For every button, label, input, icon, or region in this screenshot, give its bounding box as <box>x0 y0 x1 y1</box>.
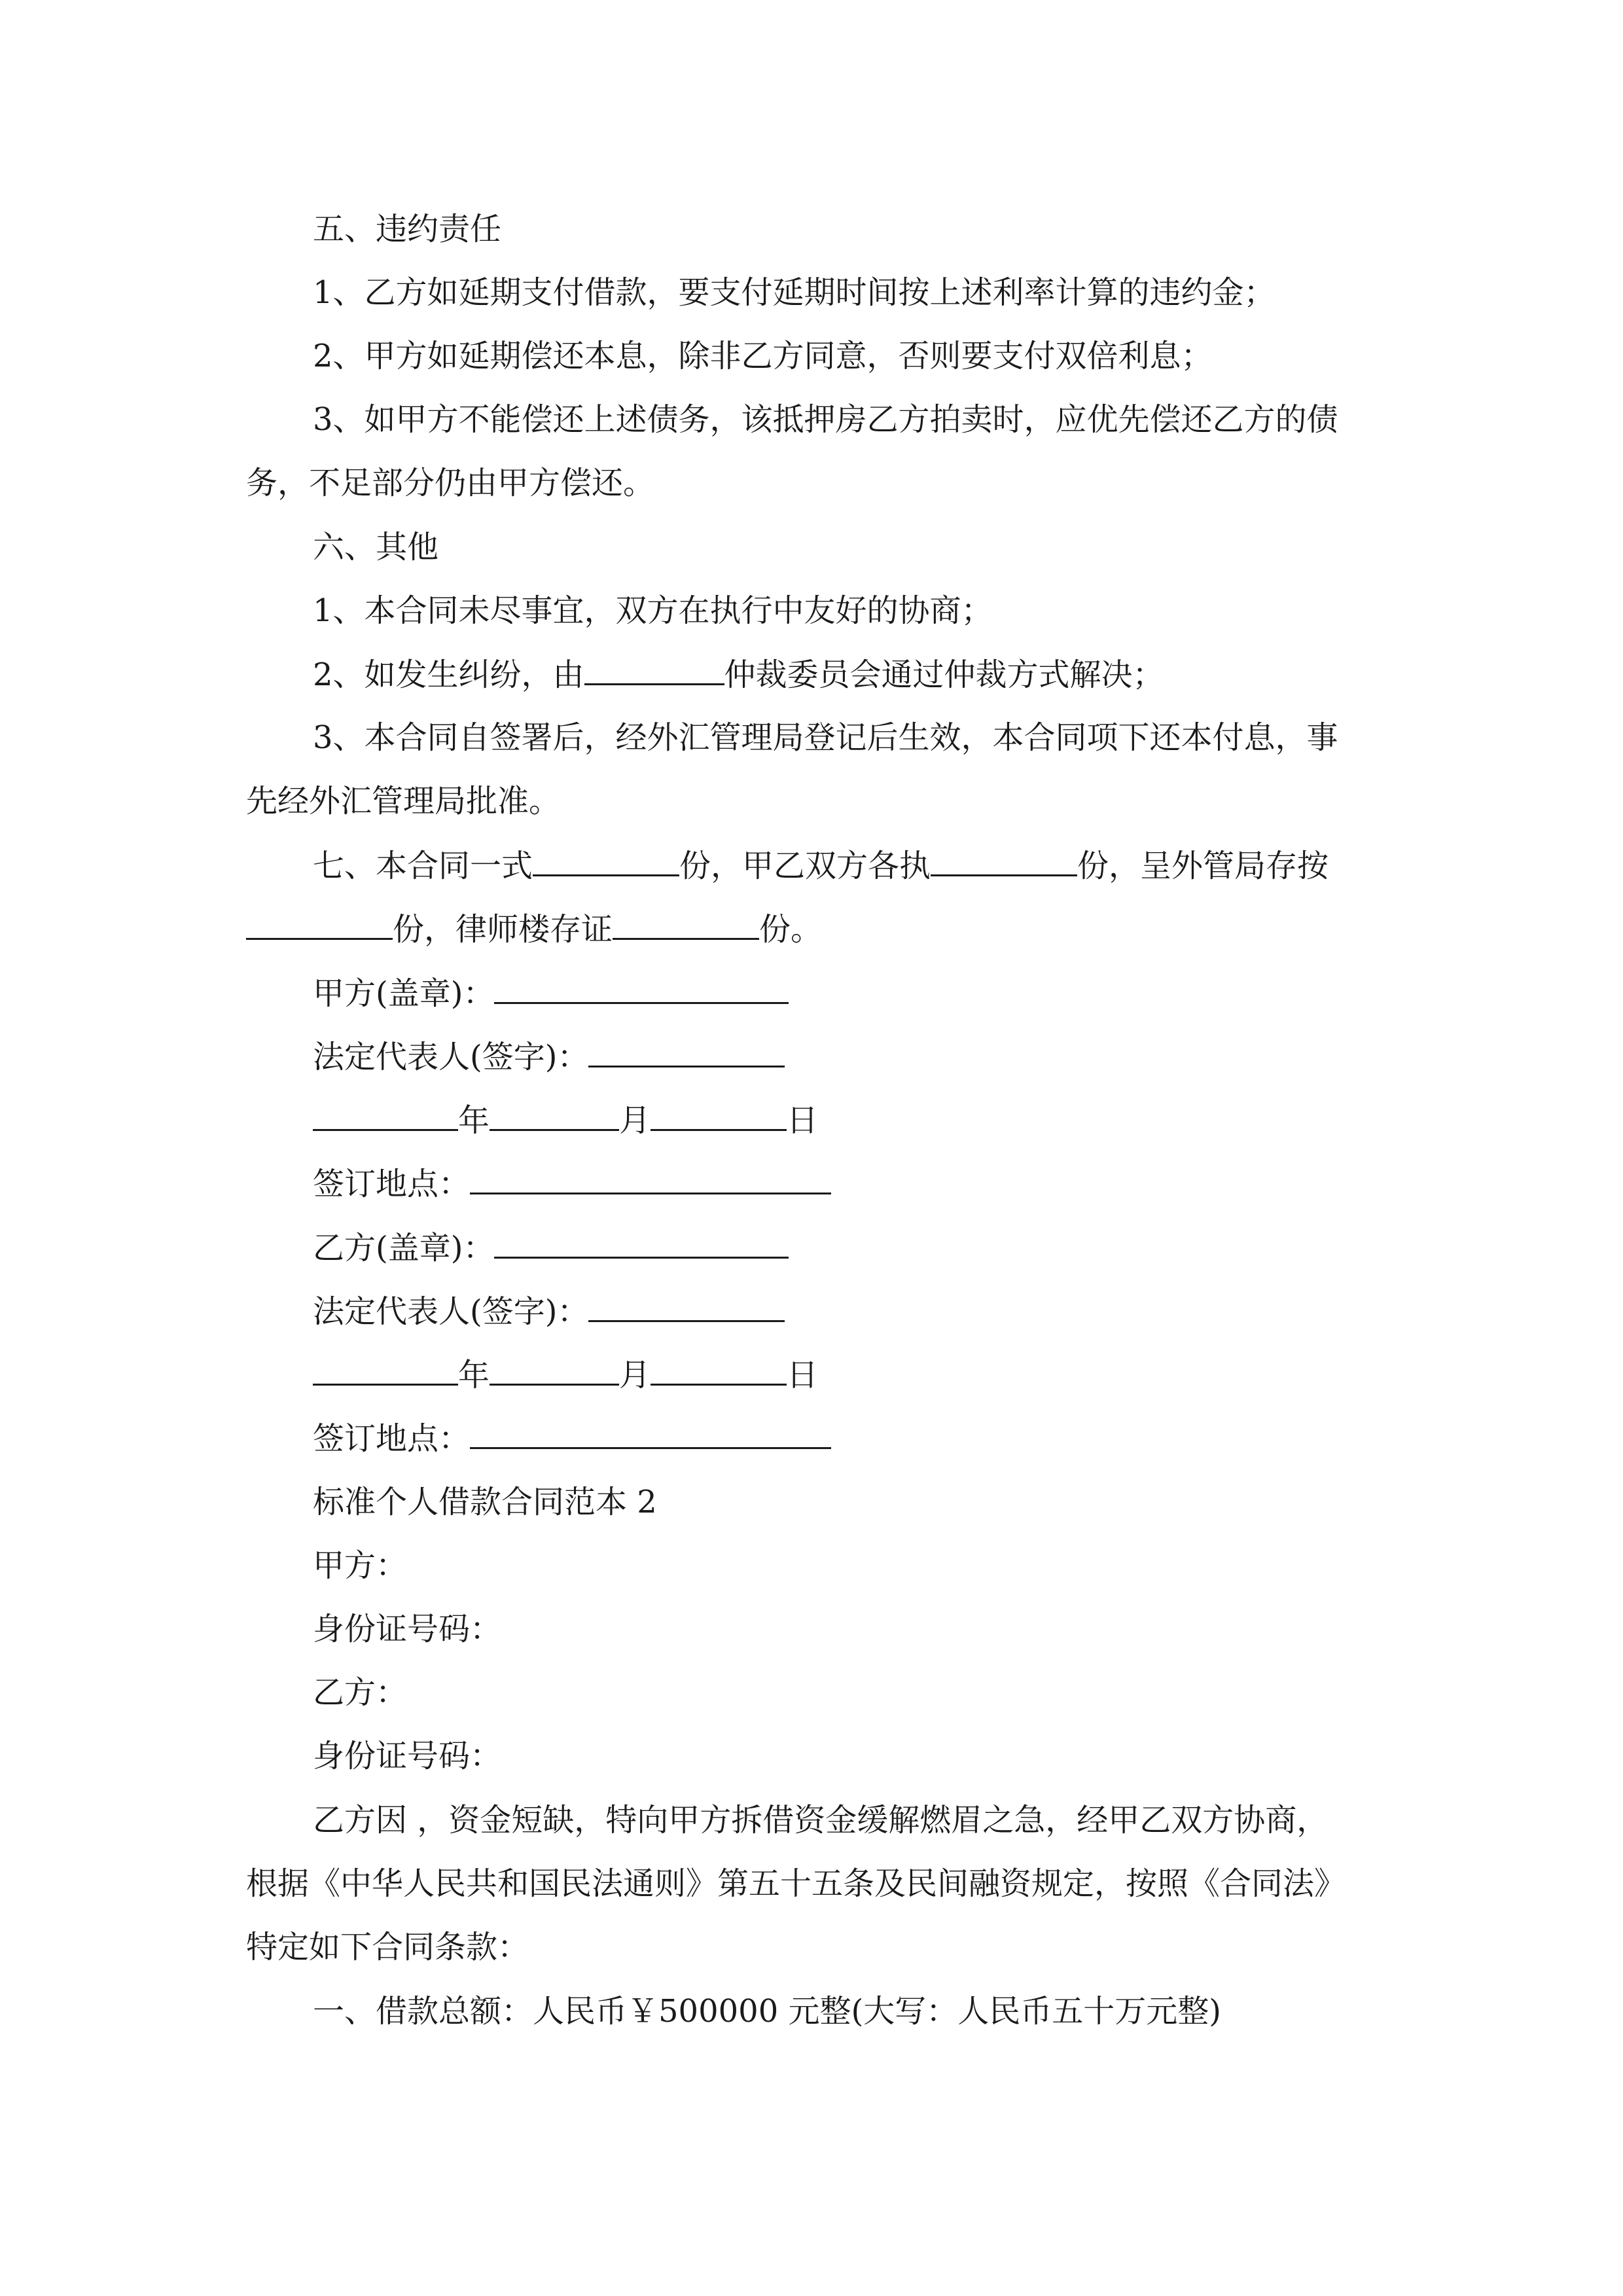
clause-6-2-prefix: 2、如发生纠纷，由 <box>313 656 584 693</box>
copies-law-firm-blank <box>613 909 759 940</box>
signing-place-label: 签订地点： <box>313 1420 471 1457</box>
month-label: 月 <box>619 1102 651 1139</box>
party-b-seal-line <box>313 1228 1623 1268</box>
clause-6-2-suffix: 仲裁委员会通过仲裁方式解决； <box>724 656 1164 693</box>
party-b-id-label: 身份证号码： <box>313 1738 502 1774</box>
clause-6-1: 1、本合同未尽事宜，双方在执行中友好的协商； <box>313 592 993 629</box>
party-a-legal-rep-blank <box>588 1037 785 1067</box>
section-7-part-3: 份，呈外管局存按 <box>1077 848 1329 884</box>
party-b-place-line <box>313 1418 1623 1458</box>
clause-5-2: 2、甲方如延期偿还本息，除非乙方同意，否则要支付双倍利息； <box>313 338 1213 374</box>
party-a-id-label: 身份证号码： <box>313 1611 502 1647</box>
party-b-seal-label: 乙方(盖章)： <box>313 1230 495 1266</box>
party-b-year-blank <box>313 1355 458 1386</box>
party-b-date-line <box>313 1355 1623 1395</box>
clause-6-3: 3、本合同自签署后，经外汇管理局登记后生效，本合同项下还本付息，事 <box>313 719 1338 756</box>
template-2-title: 标准个人借款合同范本 2 <box>313 1484 657 1520</box>
party-a-seal-label: 甲方(盖章)： <box>313 975 495 1012</box>
year-label: 年 <box>458 1357 490 1393</box>
party-b-place-blank <box>470 1418 831 1449</box>
section-7-part-5: 份。 <box>759 911 823 948</box>
party-b-legal-rep-label: 法定代表人(签字)： <box>313 1293 589 1330</box>
section-7-part-2: 份，甲乙双方各执 <box>679 848 931 884</box>
party-a-legal-rep-line <box>313 1037 1623 1077</box>
year-label: 年 <box>458 1102 490 1139</box>
party-a-day-blank <box>651 1100 787 1131</box>
intro-paragraph-line-2: 根据《中华人民共和国民法通则》第五十五条及民间融资规定，按照《合同法》 <box>246 1865 1346 1902</box>
month-label: 月 <box>619 1357 651 1393</box>
clause-5-3-continued: 务，不足部分仍由甲方偿还。 <box>246 465 655 501</box>
party-a-seal-line <box>313 973 1623 1013</box>
section-7 <box>313 846 1623 886</box>
party-b-month-blank <box>490 1355 619 1386</box>
intro-paragraph-line-1: 乙方因 ，资金短缺，特向甲方拆借资金缓解燃眉之急，经甲乙双方协商， <box>313 1802 1329 1839</box>
party-a-year-blank <box>313 1100 458 1131</box>
party-b-legal-rep-line <box>313 1291 1623 1331</box>
clause-6-2 <box>313 655 1623 694</box>
party-b-day-blank <box>651 1355 787 1386</box>
copies-fx-bureau-blank <box>246 909 393 940</box>
clause-6-3-continued: 先经外汇管理局批准。 <box>246 783 561 819</box>
party-b-seal-blank <box>494 1228 789 1259</box>
party-a-seal-blank <box>494 973 789 1004</box>
party-a-month-blank <box>490 1100 619 1131</box>
intro-paragraph-line-3: 特定如下合同条款： <box>246 1929 529 1965</box>
signing-place-label: 签订地点： <box>313 1166 471 1202</box>
section-5-heading: 五、违约责任 <box>313 211 502 247</box>
day-label: 日 <box>787 1357 819 1393</box>
loan-total-clause: 一、借款总额：人民币￥500000 元整(大写：人民币五十万元整) <box>313 1993 1221 2030</box>
section-6-heading: 六、其他 <box>313 529 439 565</box>
party-b-legal-rep-blank <box>588 1291 785 1322</box>
arbitration-blank <box>584 655 724 685</box>
day-label: 日 <box>787 1102 819 1139</box>
clause-5-3: 3、如甲方不能偿还上述债务，该抵押房乙方拍卖时，应优先偿还乙方的债 <box>313 401 1338 438</box>
party-b-label: 乙方： <box>313 1674 408 1711</box>
section-7-continued <box>246 909 1623 949</box>
party-a-label: 甲方： <box>313 1547 408 1584</box>
party-a-legal-rep-label: 法定代表人(签字)： <box>313 1039 589 1075</box>
party-a-place-blank <box>470 1164 831 1194</box>
clause-5-1: 1、乙方如延期支付借款，要支付延期时间按上述利率计算的违约金； <box>313 274 1275 311</box>
section-7-part-1: 七、本合同一式 <box>313 848 533 884</box>
section-7-part-4: 份，律师楼存证 <box>393 911 613 948</box>
copies-total-blank <box>533 846 679 876</box>
party-a-place-line <box>313 1164 1623 1204</box>
copies-each-party-blank <box>931 846 1077 876</box>
party-a-date-line <box>313 1100 1623 1140</box>
